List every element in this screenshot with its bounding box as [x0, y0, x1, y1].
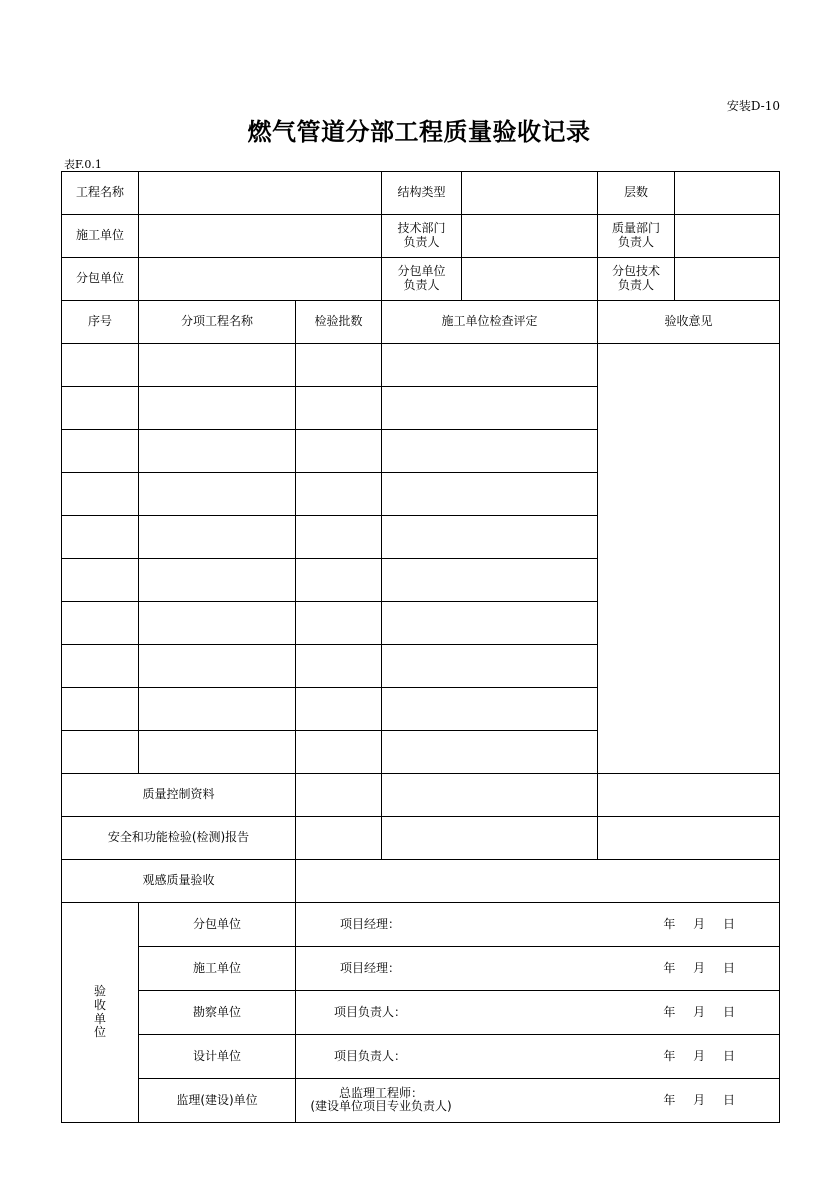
- acceptance-section-label: [62, 903, 139, 1123]
- col-header-batch-count: 检验批数: [296, 301, 382, 344]
- row-seq-cell[interactable]: [62, 688, 139, 731]
- row-seq-cell[interactable]: [62, 430, 139, 473]
- sign-date: 年 月 日: [663, 1048, 735, 1063]
- signer-role: 项目负责人：: [334, 1004, 407, 1019]
- acceptance-signature-cell[interactable]: [296, 947, 780, 991]
- structure-type-label: 结构类型: [382, 172, 462, 215]
- quality-dept-head-line1: 质量部门: [611, 221, 660, 236]
- quality-control-docs-label: 质量控制资料: [62, 774, 296, 817]
- row-batch-cell[interactable]: [296, 559, 382, 602]
- quality-control-docs-opinion[interactable]: [598, 774, 780, 817]
- row-evaluation-cell[interactable]: [382, 559, 598, 602]
- row-evaluation-cell[interactable]: [382, 645, 598, 688]
- row-evaluation-cell[interactable]: [382, 473, 598, 516]
- row-seq-cell[interactable]: [62, 344, 139, 387]
- acceptance-unit-name: 监理(建设)单位: [139, 1079, 296, 1123]
- construction-unit-label: 施工单位: [62, 215, 139, 258]
- page-title: 燃气管道分部工程质量验收记录: [247, 118, 591, 146]
- project-name-value[interactable]: [139, 172, 382, 215]
- acceptance-unit-name: 分包单位: [139, 903, 296, 947]
- tech-dept-head-line1: 技术部门: [397, 221, 446, 236]
- row-evaluation-cell[interactable]: [382, 344, 598, 387]
- form-code: 安装D-10: [726, 99, 780, 113]
- row-evaluation-cell[interactable]: [382, 516, 598, 559]
- acceptance-row-construction: [62, 947, 780, 991]
- row-seq-cell[interactable]: [62, 645, 139, 688]
- row-seq-cell[interactable]: [62, 602, 139, 645]
- row-evaluation-cell[interactable]: [382, 387, 598, 430]
- acceptance-signature-cell[interactable]: [296, 1035, 780, 1079]
- safety-function-report-row: [62, 817, 780, 860]
- info-row-construction: [62, 215, 780, 258]
- sign-date: 年 月 日: [663, 1004, 735, 1019]
- row-name-cell[interactable]: [139, 473, 296, 516]
- row-seq-cell[interactable]: [62, 559, 139, 602]
- row-batch-cell[interactable]: [296, 688, 382, 731]
- acceptance-row-supervision: [62, 1079, 780, 1123]
- signer-role-line1: 总监理工程师：: [338, 1085, 423, 1100]
- items-header-row: [62, 301, 780, 344]
- row-evaluation-cell[interactable]: [382, 731, 598, 774]
- table-number: 表F.0.1: [64, 158, 102, 171]
- subcontract-head-line2: 负责人: [403, 278, 440, 292]
- row-seq-cell[interactable]: [62, 516, 139, 559]
- info-row-project: [62, 172, 780, 215]
- signer-role-line2: (建设单位项目专业负责人): [310, 1099, 452, 1114]
- quality-control-docs-evaluation[interactable]: [382, 774, 598, 817]
- quality-control-docs-count[interactable]: [296, 774, 382, 817]
- row-evaluation-cell[interactable]: [382, 688, 598, 731]
- subcontract-tech-head-value[interactable]: [675, 258, 780, 301]
- row-seq-cell[interactable]: [62, 731, 139, 774]
- row-name-cell[interactable]: [139, 559, 296, 602]
- record-grid: [61, 171, 780, 1123]
- row-seq-cell[interactable]: [62, 387, 139, 430]
- acceptance-row-design: [62, 1035, 780, 1079]
- row-name-cell[interactable]: [139, 645, 296, 688]
- acceptance-signature-cell[interactable]: [296, 903, 780, 947]
- tech-dept-head-line2: 负责人: [403, 235, 440, 249]
- quality-dept-head-value[interactable]: [675, 215, 780, 258]
- row-batch-cell[interactable]: [296, 387, 382, 430]
- acceptance-signature-cell[interactable]: [296, 991, 780, 1035]
- subcontract-head-value[interactable]: [462, 258, 598, 301]
- row-evaluation-cell[interactable]: [382, 430, 598, 473]
- structure-type-value[interactable]: [462, 172, 598, 215]
- signer-role: 项目经理：: [340, 960, 401, 975]
- subcontract-tech-head-line1: 分包技术: [611, 264, 660, 279]
- subcontract-tech-head-label: [598, 258, 675, 301]
- acceptance-opinion-cell[interactable]: [598, 344, 780, 774]
- construction-unit-value[interactable]: [139, 215, 382, 258]
- acceptance-unit-name: 勘察单位: [139, 991, 296, 1035]
- row-name-cell[interactable]: [139, 516, 296, 559]
- floors-label: 层数: [598, 172, 675, 215]
- acceptance-row-subcontract: [62, 903, 780, 947]
- signer-role: [301, 1087, 461, 1115]
- row-name-cell[interactable]: [139, 731, 296, 774]
- floors-value[interactable]: [675, 172, 780, 215]
- subcontract-head-line1: 分包单位: [397, 264, 446, 279]
- acceptance-signature-cell[interactable]: [296, 1079, 780, 1123]
- row-batch-cell[interactable]: [296, 602, 382, 645]
- row-batch-cell[interactable]: [296, 430, 382, 473]
- acceptance-unit-name: 施工单位: [139, 947, 296, 991]
- acceptance-section-text: 验收单位: [93, 983, 106, 1040]
- acceptance-row-survey: [62, 991, 780, 1035]
- row-name-cell[interactable]: [139, 688, 296, 731]
- sign-date: 年 月 日: [663, 1092, 735, 1107]
- col-header-acceptance-opinion: 验收意见: [598, 301, 780, 344]
- row-batch-cell[interactable]: [296, 344, 382, 387]
- safety-function-report-evaluation[interactable]: [382, 817, 598, 860]
- quality-control-docs-row: [62, 774, 780, 817]
- safety-function-report-count[interactable]: [296, 817, 382, 860]
- row-evaluation-cell[interactable]: [382, 602, 598, 645]
- row-batch-cell[interactable]: [296, 731, 382, 774]
- acceptance-unit-name: 设计单位: [139, 1035, 296, 1079]
- col-header-subitem-name: 分项工程名称: [139, 301, 296, 344]
- sign-date: 年 月 日: [663, 916, 735, 931]
- signer-role: 项目经理：: [340, 916, 401, 931]
- signer-role: 项目负责人：: [334, 1048, 407, 1063]
- col-header-seq: 序号: [62, 301, 139, 344]
- row-name-cell[interactable]: [139, 344, 296, 387]
- row-batch-cell[interactable]: [296, 645, 382, 688]
- safety-function-report-label: 安全和功能检验(检测)报告: [62, 817, 296, 860]
- row-name-cell[interactable]: [139, 602, 296, 645]
- safety-function-report-opinion[interactable]: [598, 817, 780, 860]
- info-row-subcontract: [62, 258, 780, 301]
- project-name-label: 工程名称: [62, 172, 139, 215]
- subcontract-head-label: [382, 258, 462, 301]
- subcontract-unit-label: 分包单位: [62, 258, 139, 301]
- appearance-acceptance-row: [62, 860, 780, 903]
- table-row: [62, 344, 780, 387]
- col-header-contractor-evaluation: 施工单位检查评定: [382, 301, 598, 344]
- sign-date: 年 月 日: [663, 960, 735, 975]
- subcontract-unit-value[interactable]: [139, 258, 382, 301]
- row-batch-cell[interactable]: [296, 473, 382, 516]
- row-name-cell[interactable]: [139, 430, 296, 473]
- appearance-acceptance-label: 观感质量验收: [62, 860, 296, 903]
- quality-dept-head-line2: 负责人: [617, 235, 654, 249]
- row-name-cell[interactable]: [139, 387, 296, 430]
- tech-dept-head-value[interactable]: [462, 215, 598, 258]
- quality-dept-head-label: [598, 215, 675, 258]
- subcontract-tech-head-line2: 负责人: [617, 278, 654, 292]
- appearance-acceptance-value[interactable]: [296, 860, 780, 903]
- row-batch-cell[interactable]: [296, 516, 382, 559]
- row-seq-cell[interactable]: [62, 473, 139, 516]
- tech-dept-head-label: [382, 215, 462, 258]
